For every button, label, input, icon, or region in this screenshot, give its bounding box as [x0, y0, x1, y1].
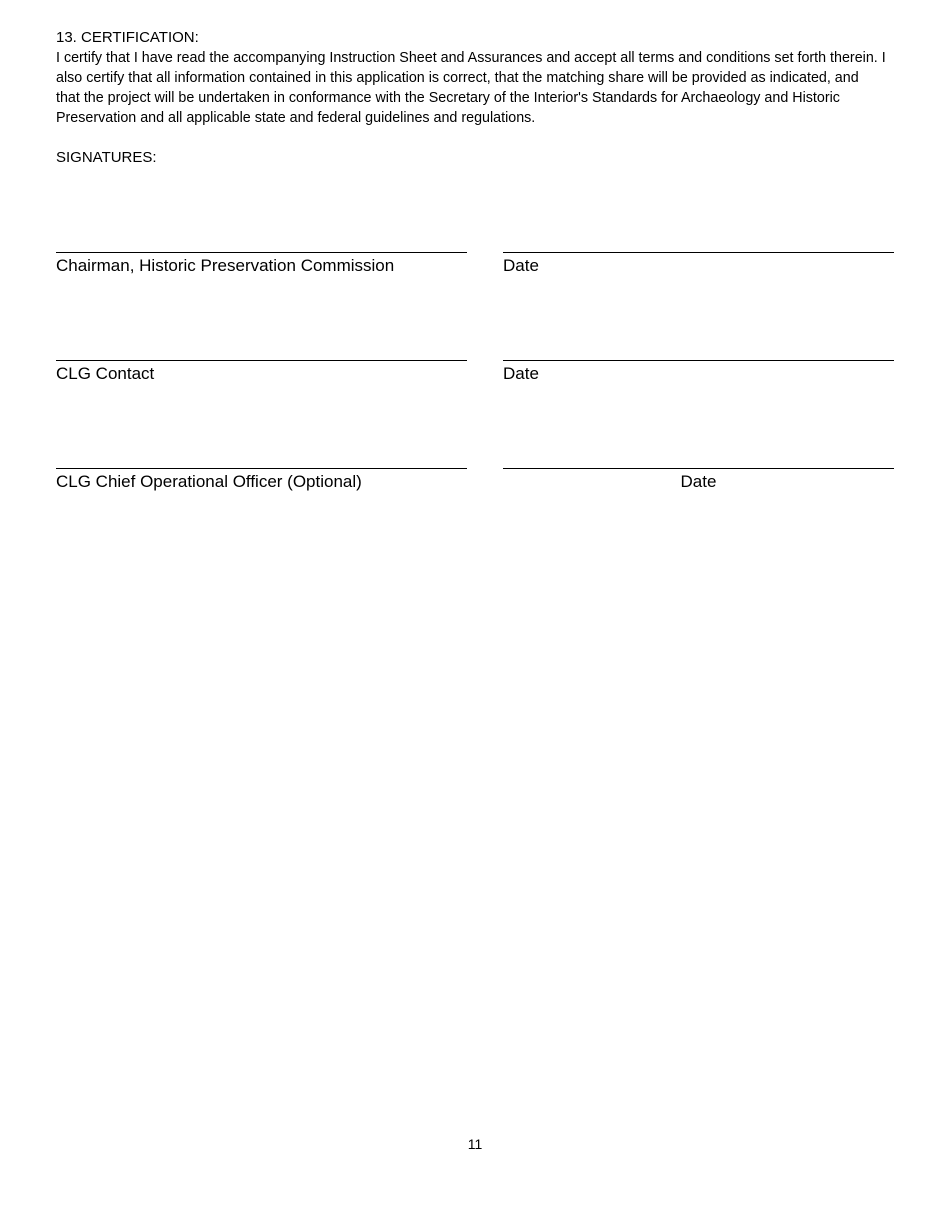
signer-label-chief-officer: CLG Chief Operational Officer (Optional)	[56, 472, 362, 491]
certification-text: I certify that I have read the accompanying Instruction Sheet and Assurances and accept all terms and conditions set forth therein. I also certify that all information contained in this application is correct, that the matching share will be provided as indicated, and that the project will be undertaken in conformance with the Secretary of the Interior's Standards for Archaeology and Historic Preservation and all applicable state and federal guidelines and regulations.	[56, 50, 886, 126]
certification-heading: 13. CERTIFICATION:	[56, 29, 199, 46]
signature-line-clg-contact[interactable]	[56, 360, 467, 361]
page-number: 11	[467, 1136, 483, 1152]
date-line-chief-officer[interactable]	[503, 468, 894, 469]
date-line-clg-contact[interactable]	[503, 360, 894, 361]
signatures-heading: SIGNATURES:	[56, 149, 157, 166]
signature-line-chief-officer[interactable]	[56, 468, 467, 469]
signature-line-chairman[interactable]	[56, 252, 467, 253]
date-label-chief-officer: Date	[680, 472, 717, 491]
date-line-chairman[interactable]	[503, 252, 894, 253]
date-label-clg-contact: Date	[503, 364, 539, 383]
signer-label-chairman: Chairman, Historic Preservation Commission	[56, 256, 395, 275]
date-label-chairman: Date	[503, 256, 539, 275]
signer-label-clg-contact: CLG Contact	[56, 364, 155, 383]
